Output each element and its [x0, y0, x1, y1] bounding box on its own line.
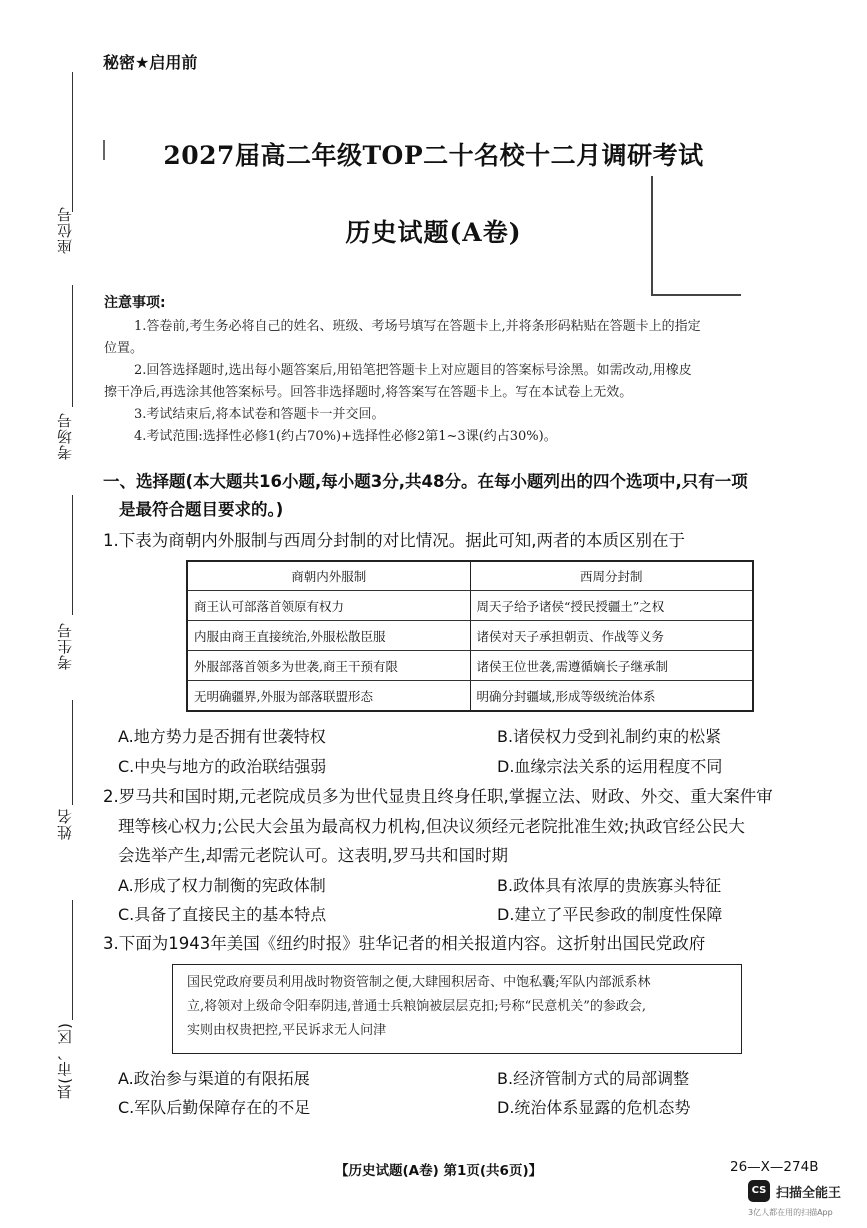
table-row [187, 651, 753, 681]
q3-option-a: A.政治参与渠道的有限拓展 [118, 1069, 310, 1088]
q2-option-b: B.政体具有浓厚的贵族寡头特征 [497, 876, 722, 895]
q1-option-d: D.血缘宗法关系的运用程度不同 [497, 757, 723, 776]
name-label: 姓名 [56, 808, 74, 840]
table-row [187, 621, 753, 651]
table-cell: 诸侯对天子承担朝贡、作战等义务 [470, 621, 753, 651]
county-label: 县(市、区) [56, 1022, 74, 1100]
quote-line: 国民党政府要员利用战时物资管制之便,大肆囤积居奇、中饱私囊;军队内部派系林 [187, 975, 651, 990]
table-cell: 内服由商王直接统治,外服松散臣服 [187, 621, 470, 651]
news-quote-box [172, 964, 742, 1054]
q3-option-d: D.统治体系显露的危机态势 [497, 1098, 691, 1117]
exam-title: 2027届高二年级TOP二十名校十二月调研考试 [163, 141, 704, 170]
corner-bracket [651, 294, 741, 296]
table-cell: 商王认可部落首领原有权力 [187, 591, 470, 621]
corner-bracket [651, 176, 653, 294]
binding-line [72, 285, 73, 407]
q3-option-b: B.经济管制方式的局部调整 [497, 1069, 690, 1088]
binding-line [72, 495, 73, 615]
quote-line: 实则由权贵把控,平民诉求无人问津 [187, 1023, 387, 1038]
table-header: 商朝内外服制 [187, 561, 470, 591]
brand-name: 扫描全能王 [776, 1186, 842, 1201]
notice-item: 擦干净后,再选涂其他答案标号。回答非选择题时,将答案写在答题卡上。写在本试卷上无效。 [104, 385, 633, 400]
seat-number-label: 座位号 [56, 206, 74, 254]
notice-title: 注意事项: [104, 295, 166, 311]
q3-option-c: C.军队后勤保障存在的不足 [118, 1098, 311, 1117]
binding-line [72, 700, 73, 805]
q1-option-a: A.地方势力是否拥有世袭特权 [118, 727, 326, 746]
table-cell: 周天子给予诸侯“授民授疆土”之权 [470, 591, 753, 621]
table-header: 西周分封制 [470, 561, 753, 591]
question-2-stem: 会选举产生,却需元老院认可。这表明,罗马共和国时期 [118, 846, 508, 865]
section-title: 是最符合题目要求的。) [119, 500, 284, 519]
section-title: 一、选择题(本大题共16小题,每小题3分,共48分。在每小题列出的四个选项中,只有一项 [103, 472, 748, 491]
paper-title: 历史试题(A卷) [345, 218, 522, 247]
table-cell: 明确分封疆域,形成等级统治体系 [470, 681, 753, 712]
comparison-table [186, 560, 754, 712]
quote-line: 立,将领对上级命令阳奉阴违,普通士兵粮饷被层层克扣;号称“民意机关”的参政会, [187, 999, 647, 1014]
q2-option-a: A.形成了权力制衡的宪政体制 [118, 876, 326, 895]
question-2-stem: 理等核心权力;公民大会虽为最高权力机构,但决议须经元老院批准生效;执政官经公民大 [118, 817, 745, 836]
page-footer: 【历史试题(A卷) 第1页(共6页)】 [335, 1163, 543, 1179]
question-2-stem: 2.罗马共和国时期,元老院成员多为世代显贵且终身任职,掌握立法、财政、外交、重大案件审 [103, 787, 773, 806]
table-row [187, 591, 753, 621]
q2-option-c: C.具备了直接民主的基本特点 [118, 905, 327, 924]
table-row [187, 681, 753, 712]
notice-item: 4.考试范围:选择性必修1(约占70%)+选择性必修2第1~3课(约占30%)。 [134, 429, 557, 444]
notice-item: 2.回答选择题时,选出每小题答案后,用铅笔把答题卡上对应题目的答案标号涂黑。如需改动,用橡皮 [134, 363, 692, 378]
confidential-mark: 秘密★启用前 [103, 53, 198, 72]
notice-item: 3.考试结束后,将本试卷和答题卡一并交回。 [134, 407, 385, 422]
table-cell: 无明确疆界,外服为部落联盟形态 [187, 681, 470, 712]
scanner-watermark [748, 1180, 858, 1220]
q1-option-c: C.中央与地方的政治联结强弱 [118, 757, 327, 776]
brand-slogan: 3亿人都在用的扫描App [748, 1208, 833, 1217]
question-3-stem: 3.下面为1943年美国《纽约时报》驻华记者的相关报道内容。这折射出国民党政府 [103, 934, 706, 953]
q2-option-d: D.建立了平民参政的制度性保障 [497, 905, 723, 924]
camscanner-logo-icon: CS [748, 1180, 770, 1202]
table-cell: 外服部落首领多为世袭,商王干预有限 [187, 651, 470, 681]
table-cell: 诸侯王位世袭,需遵循嫡长子继承制 [470, 651, 753, 681]
table-header-row [187, 561, 753, 591]
exam-room-label: 考场号 [56, 412, 74, 460]
binding-line [72, 900, 73, 1020]
question-1-stem: 1.下表为商朝内外服制与西周分封制的对比情况。据此可知,两者的本质区别在于 [103, 531, 685, 550]
q1-option-b: B.诸侯权力受到礼制约束的松紧 [497, 727, 722, 746]
notice-item: 位置。 [104, 341, 144, 356]
candidate-number-label: 考生号 [56, 622, 74, 670]
notice-item: 1.答卷前,考生务必将自己的姓名、班级、考场号填写在答题卡上,并将条形码粘贴在答题卡上的指定 [134, 319, 701, 334]
paper-code: 26—X—274B [730, 1159, 819, 1175]
